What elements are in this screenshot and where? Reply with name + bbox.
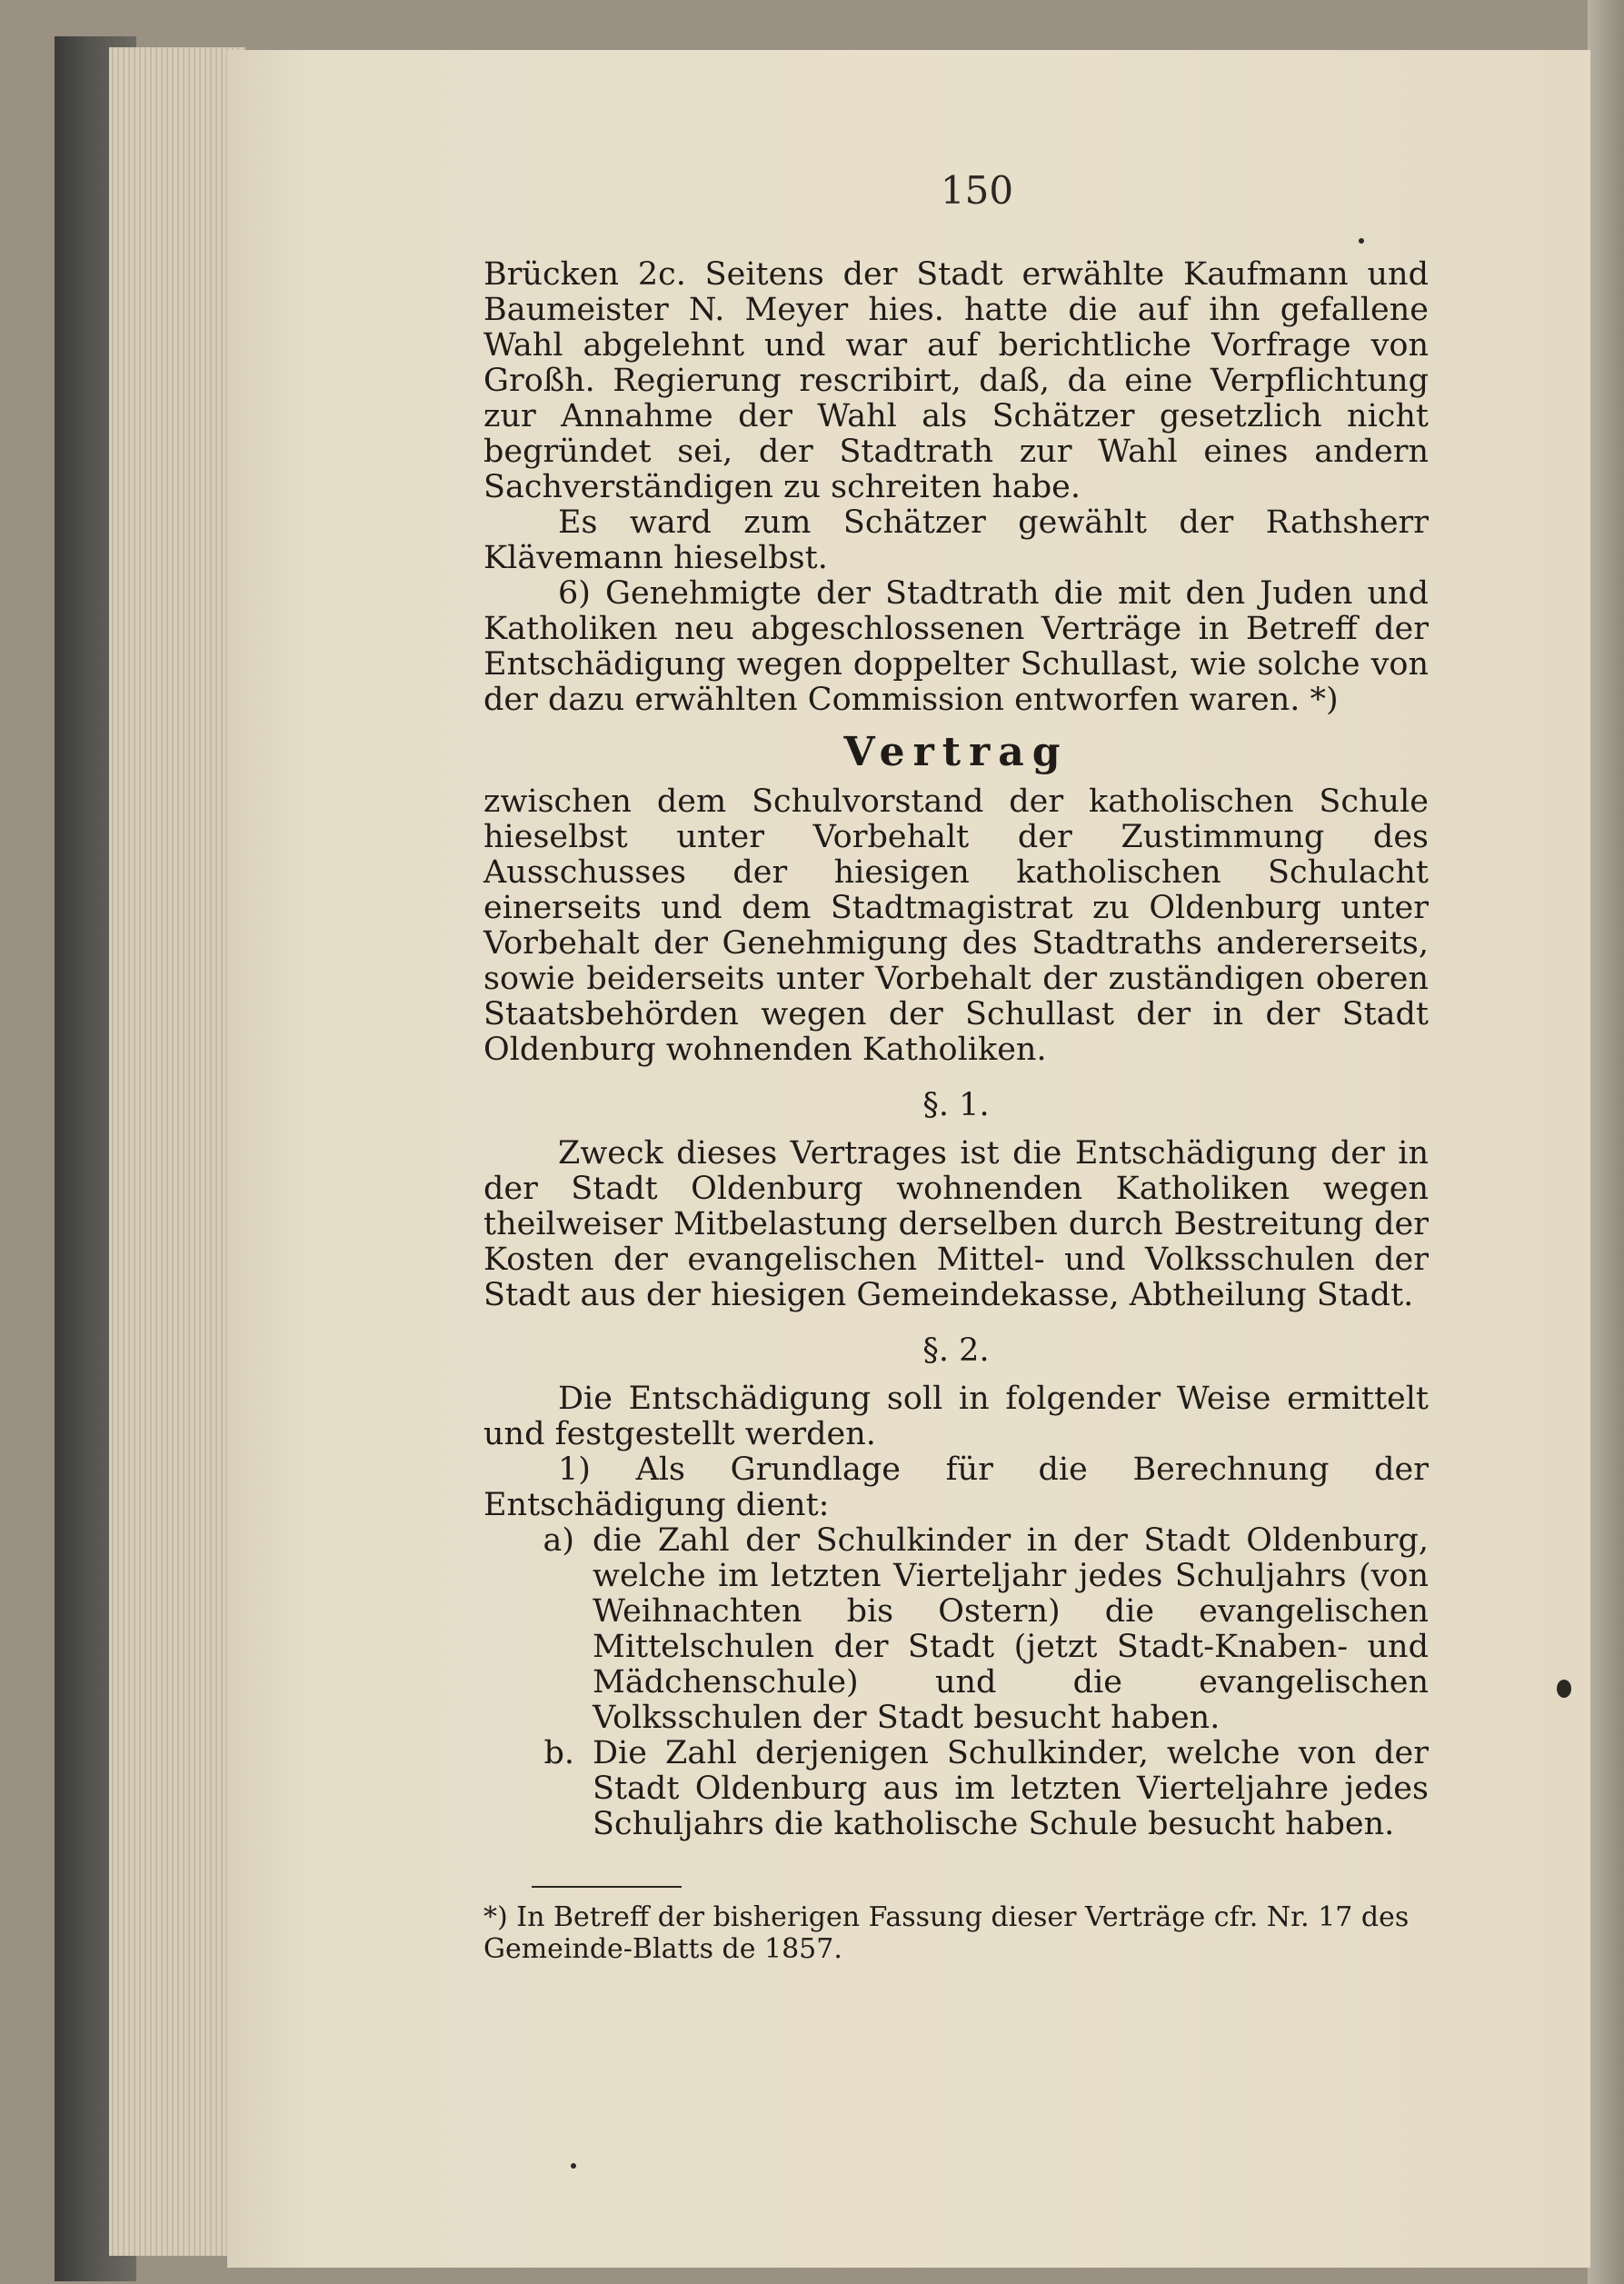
footnote: *) In Betreff der bisherigen Fassung dieser Verträge cfr. Nr. 17 des Gemeinde-Blatts de 1857.: [483, 1901, 1410, 1965]
footnote-rule: [532, 1886, 682, 1888]
contract-heading: Vertrag: [843, 729, 1069, 775]
facing-page-edge: [1588, 0, 1624, 2284]
page-stack-edges: [109, 47, 245, 2256]
ink-speck: [1557, 1680, 1571, 1698]
section-2-point-1: 1) Als Grundlage für die Berechnung der Entschädigung dient:: [483, 1451, 1429, 1523]
paragraph-intro-3: 6) Genehmigte der Stadtrath die mit den Juden und Katholiken neu abgeschlossenen Verträge in Betreff der Entschädigung wegen doppelter Schullast, wie solche von der dazu erwählten Commission entworfen waren. *): [483, 575, 1429, 718]
list-item-text: Die Zahl derjenigen Schulkinder, welche von der Stadt Oldenburg aus im letzten Vierteljahre jedes Schuljahrs die katholische Schule besucht haben.: [593, 1735, 1429, 1842]
section-1-text: Zweck dieses Vertrages ist die Entschädigung der in der Stadt Oldenburg wohnenden Katholiken wegen theilweiser Mitbelastung derselben durch Bestreitung der Kosten der evangelischen Mittel- und Volksschulen der Stadt aus der hiesigen Gemeindekasse, Abtheilung Stadt.: [483, 1135, 1429, 1313]
section-2-title: §. 2.: [922, 1332, 990, 1369]
section-1-title: §. 1.: [922, 1087, 990, 1123]
list-item-label: b.: [543, 1735, 574, 1771]
section-2-text: Die Entschädigung soll in folgender Weise ermittelt und festgestellt werden.: [483, 1381, 1429, 1452]
list-item-text: die Zahl der Schulkinder in der Stadt Oldenburg, welche im letzten Vierteljahr jedes Schuljahrs (von Weihnachten bis Ostern) die evangelischen Mittelschulen der Stadt (jetzt Stadt-Knaben- und Mädchenschule) und die evangelischen Volksschulen der Stadt besucht haben.: [593, 1522, 1429, 1736]
list-item: [483, 1523, 1429, 1736]
list-item: [483, 1736, 1429, 1842]
paragraph-intro-2: Es ward zum Schätzer gewählt der Rathsherr Klävemann hieselbst.: [483, 504, 1429, 576]
list-item-label: a): [543, 1522, 574, 1559]
page-number: 150: [940, 168, 1014, 213]
ink-speck: [1359, 238, 1364, 244]
contract-preamble: zwischen dem Schulvorstand der katholischen Schule hieselbst unter Vorbehalt der Zustimmung des Ausschusses der hiesigen katholischen Schulacht einerseits und dem Stadtmagistrat zu Oldenburg unter Vorbehalt der Genehmigung des Stadtraths andererseits, sowie beiderseits unter Vorbehalt der zuständigen oberen Staatsbehörden wegen der Schullast der in der Stadt Oldenburg wohnenden Katholiken.: [483, 783, 1429, 1068]
ink-speck: [571, 2163, 576, 2169]
page-body: [483, 257, 1429, 1842]
paragraph-intro-1: Brücken 2c. Seitens der Stadt erwählte Kaufmann und Baumeister N. Meyer hies. hatte die auf ihn gefallene Wahl abgelehnt und war auf berichtliche Vorfrage von Großh. Regierung rescribirt, daß, da eine Verpflichtung zur Annahme der Wahl als Schätzer gesetzlich nicht begründet sei, der Stadtrath zur Wahl eines andern Sachverständigen zu schreiten habe.: [483, 256, 1429, 505]
